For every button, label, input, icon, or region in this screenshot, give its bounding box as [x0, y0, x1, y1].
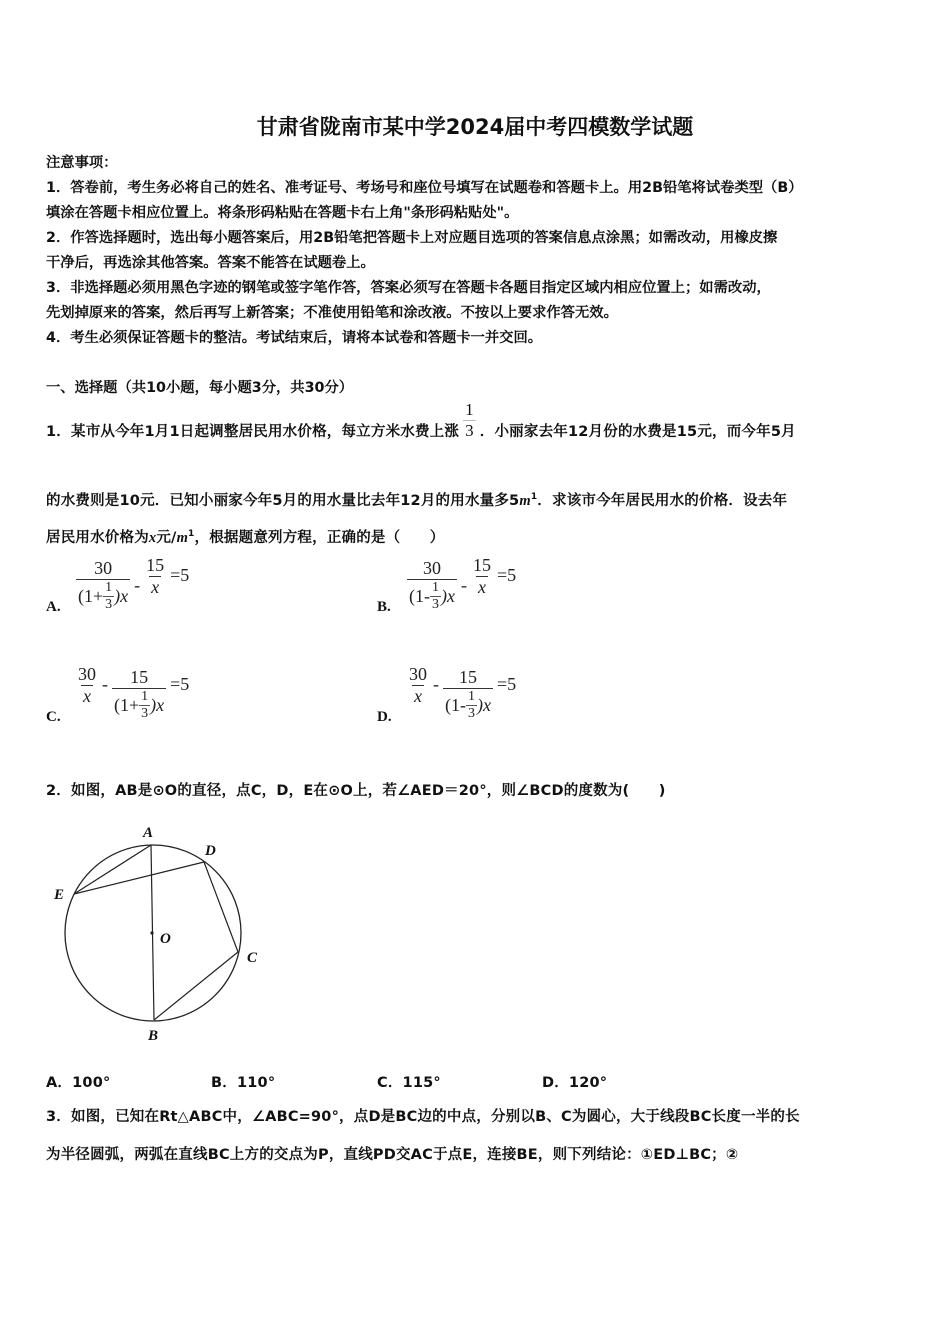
notice-line: 填涂在答题卡相应位置上。将条形码粘贴在答题卡右上角"条形码粘贴处"。: [46, 205, 519, 221]
q2-option-b[interactable]: B．110°: [211, 1075, 276, 1091]
notice-line: 2．作答选择题时，选出每小题答案后，用2B铅笔把答题卡上对应题目选项的答案信息点涂黑；如需改动，用橡皮擦: [46, 230, 778, 246]
option-b-equation: 30 (1- $\frac{1}{3}$ )x - $\frac{15}{x}$ =5: [409, 555, 517, 612]
notice-line: 先划掉原来的答案，然后再写上新答案；不准使用铅笔和涂改液。不按以上要求作答无效。: [46, 305, 618, 321]
segment-ea: [74, 845, 151, 894]
fraction-one-third: $\frac{1}{3}$: [465, 400, 474, 440]
label-c: C: [247, 950, 258, 966]
q2-option-a[interactable]: A．100°: [46, 1075, 111, 1091]
document-title: 甘肃省陇南市某中学2024届中考四模数学试题: [256, 115, 694, 139]
notice-line: 干净后，再选涂其他答案。答案不能答在试题卷上。: [46, 255, 375, 271]
question-1-line1: [46, 400, 796, 441]
label-d: D: [205, 843, 216, 859]
option-d-equation: $\frac{30}{x}$ - 15 (1- $\frac{1}{3}$ )x =5: [409, 664, 517, 721]
option-d-label[interactable]: D.: [377, 709, 392, 725]
section-heading: 一、选择题（共10小题，每小题3分，共30分）: [46, 380, 354, 396]
segment-dc: [204, 862, 238, 952]
option-b-label[interactable]: B.: [377, 599, 391, 615]
q1-text: 1．某市从今年1月1日起调整居民用水价格，每立方米水费上涨: [46, 424, 460, 440]
question-3-line1: 3．如图，已知在Rt△ABC中，∠ABC=90°，点D是BC边的中点，分别以B、C为圆心，大于线段BC长度一半的长: [46, 1109, 800, 1125]
notice-line: 4．考生必须保证答题卡的整洁。考试结束后，请将本试卷和答题卡一并交回。: [46, 330, 543, 346]
center-point: [150, 931, 153, 934]
question-1-line2: 的水费则是10元．已知小丽家今年5月的用水量比去年12月的用水量多$5m^1$．求该市今年居民用水的价格．设去年: [46, 492, 788, 509]
question-2-text: 2．如图，AB是⊙O的直径，点C，D，E在⊙O上，若∠AED＝20°，则∠BCD的度数为( ): [46, 783, 666, 799]
circle-diagram: [45, 815, 275, 1050]
q2-option-d[interactable]: D．120°: [542, 1075, 608, 1091]
question-3-line2: 为半径圆弧，两弧在直线BC上方的交点为P，直线PD交AC于点E，连接BE，则下列结论：①ED⊥BC；②: [46, 1147, 739, 1163]
notice-heading: 注意事项：: [46, 155, 118, 171]
q1-text: ．小丽家去年12月份的水费是15元，而今年5月: [479, 424, 796, 440]
label-b: B: [148, 1028, 159, 1044]
q2-option-c[interactable]: C．115°: [377, 1075, 441, 1091]
notice-line: 3．非选择题必须用黑色字迹的钢笔或签字笔作答，答案必须写在答题卡各题目指定区域内相应位置上；如需改动，: [46, 280, 771, 296]
notice-line: 1．答卷前，考生务必将自己的姓名、准考证号、考场号和座位号填写在试题卷和答题卡上。用2B铅笔将试卷类型（B）: [46, 180, 803, 196]
option-a-equation: 30 (1+ $\frac{1}{3}$ )x - $\frac{15}{x}$ =5: [78, 555, 190, 612]
option-c-label[interactable]: C.: [46, 709, 61, 725]
label-a: A: [143, 825, 154, 841]
option-c-equation: $\frac{30}{x}$ - 15 (1+ $\frac{1}{3}$ )x =5: [78, 664, 190, 721]
label-e: E: [54, 887, 65, 903]
segment-ed: [74, 862, 204, 894]
option-a-label[interactable]: A.: [46, 599, 61, 615]
question-1-line3: 居民用水价格为x元$/m^1$，根据题意列方程，正确的是（ ）: [46, 529, 445, 546]
label-o: O: [160, 931, 171, 947]
